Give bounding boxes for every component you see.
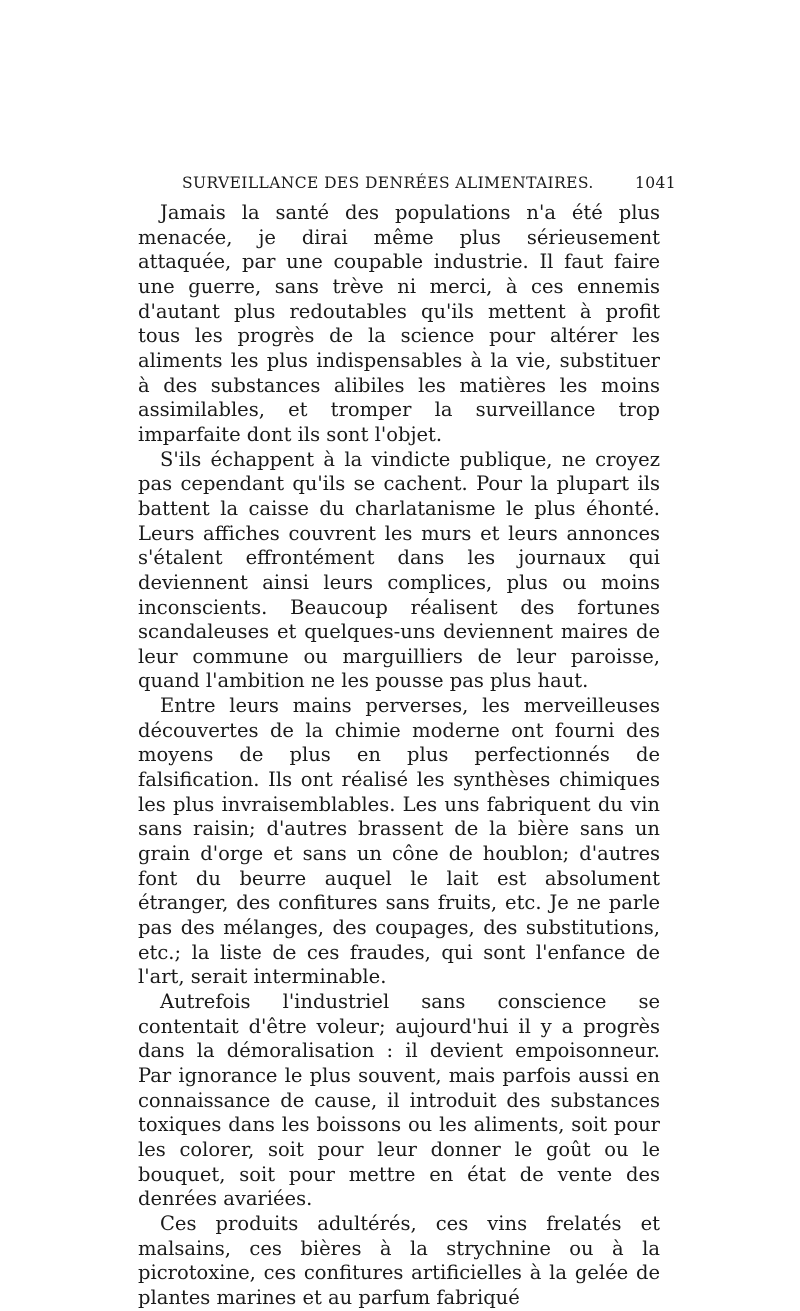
paragraph: Autrefois l'industriel sans conscience se contentait d'être voleur; aujourd'hui il y a progrès dans la démoralisation : il devient empoisonneur. Par ignorance le plus souvent, mais parfois aussi en connaissance de cause, il introduit des substances toxiques dans les boissons ou les aliments, soit pour les colorer, soit pour leur donner le goût ou le bouquet, soit pour mettre en état de vente des denrées avariées.	[138, 990, 660, 1211]
running-title: SURVEILLANCE DES DENRÉES ALIMENTAIRES.	[182, 174, 594, 192]
paragraph: Ces produits adultérés, ces vins frelatés et malsains, ces bières à la strychnine ou à la picrotoxine, ces confitures artificielles à la gelée de plantes marines et au parfum fabriqué	[138, 1211, 660, 1309]
page-number: 1041	[634, 174, 676, 192]
paragraph: S'ils échappent à la vindicte publique, ne croyez pas cependant qu'ils se cachent. Pour la plupart ils battent la caisse du charlatanisme le plus éhonté. Leurs affiches couvrent les murs et leurs annonces s'étalent effrontément dans les journaux qui deviennent ainsi leurs complices, plus ou moins inconscients. Beaucoup réalisent des fortunes scandaleuses et quelques-uns deviennent maires de leur commune ou marguilliers de leur paroisse, quand l'ambition ne les pousse pas plus haut.	[138, 447, 660, 693]
paragraph: Entre leurs mains perverses, les merveilleuses découvertes de la chimie moderne ont fourni des moyens de plus en plus perfectionnés de falsification. Ils ont réalisé les synthèses chimiques les plus invraisemblables. Les uns fabriquent du vin sans raisin; d'autres brassent de la bière sans un grain d'orge et sans un cône de houblon; d'autres font du beurre auquel le lait est absolument étranger, des confitures sans fruits, etc. Je ne parle pas des mélanges, des coupages, des substitutions, etc.; la liste de ces fraudes, qui sont l'enfance de l'art, serait interminable.	[138, 694, 660, 989]
page-body	[138, 201, 660, 1311]
paragraph: Jamais la santé des populations n'a été plus menacée, je dirai même plus sérieusement attaquée, par une coupable industrie. Il faut faire une guerre, sans trève ni merci, à ces ennemis d'autant plus redoutables qu'ils mettent à profit tous les progrès de la science pour altérer les aliments les plus indispensables à la vie, substituer à des substances alibiles les matières les moins assimilables, et tromper la surveillance trop imparfaite dont ils sont l'objet.	[138, 201, 660, 446]
